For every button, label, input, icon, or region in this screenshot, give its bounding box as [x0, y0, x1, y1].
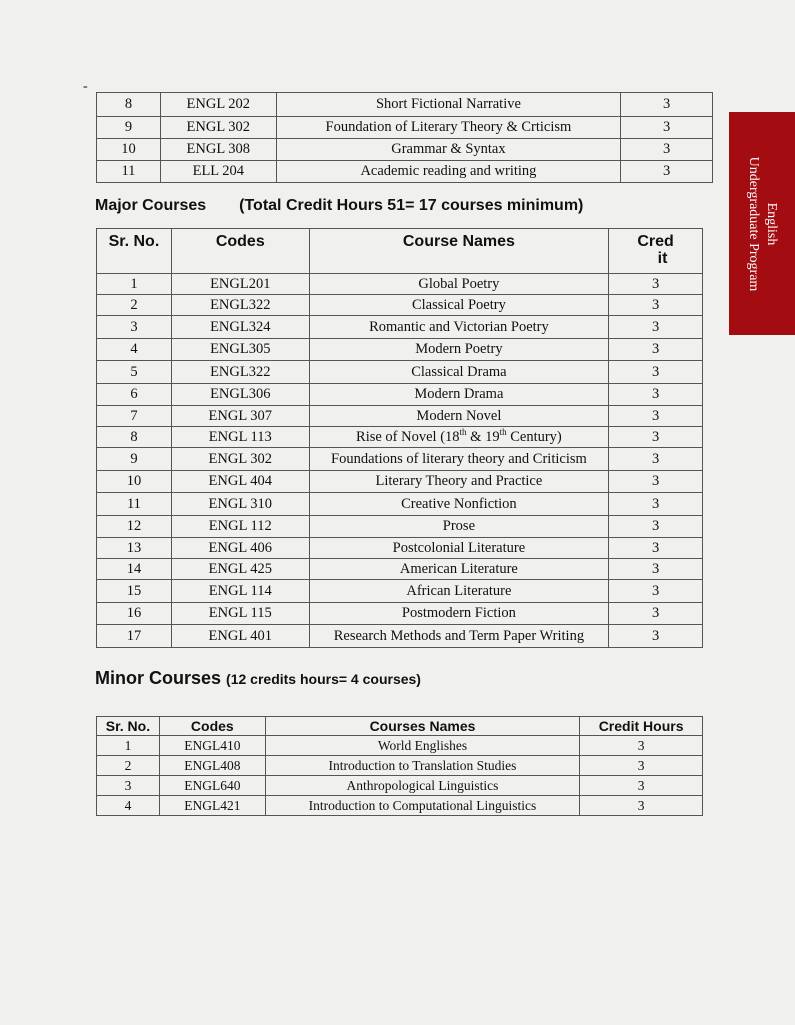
credit-cell: 3: [621, 93, 713, 117]
sr-cell: 16: [97, 602, 172, 625]
sr-cell: 11: [97, 161, 161, 183]
sr-cell: 17: [97, 625, 172, 648]
course-name-cell: Classical Drama: [309, 361, 608, 384]
credit-cell: 3: [621, 139, 713, 161]
table-row: [97, 427, 703, 448]
table-row: [97, 736, 703, 756]
sr-cell: 6: [97, 383, 172, 406]
sr-cell: 8: [97, 93, 161, 117]
credit-cell: 3: [609, 406, 703, 427]
credit-cell: 3: [609, 361, 703, 384]
course-name-cell: Modern Novel: [309, 406, 608, 427]
major-courses-subtitle: (Total Credit Hours 51= 17 courses minimum): [239, 197, 584, 214]
sr-cell: 4: [97, 796, 160, 816]
major-courses-title: Major Courses: [95, 197, 207, 214]
course-name-cell: Foundations of literary theory and Criticism: [309, 448, 608, 471]
credit-cell: 3: [580, 736, 703, 756]
code-cell: ENGL 404: [171, 470, 309, 493]
code-cell: ENGL 302: [160, 117, 276, 139]
code-cell: ENGL 112: [171, 515, 309, 538]
table-row: [97, 361, 703, 384]
course-name-cell: Modern Drama: [309, 383, 608, 406]
credit-cell: 3: [580, 796, 703, 816]
credit-cell: 3: [609, 295, 703, 316]
course-name-cell: Introduction to Computational Linguistics: [265, 796, 579, 816]
code-cell: ENGL306: [171, 383, 309, 406]
sr-cell: 3: [97, 316, 172, 339]
side-tab-text: [744, 156, 780, 291]
table-row: [97, 602, 703, 625]
major-courses-heading: [95, 197, 583, 215]
credit-cell: 3: [609, 580, 703, 603]
course-name-cell: Global Poetry: [309, 274, 608, 295]
credit-cell: 3: [580, 756, 703, 776]
credit-cell: 3: [609, 338, 703, 361]
codes-header: Codes: [159, 717, 265, 736]
table-row: [97, 93, 713, 117]
course-name-cell: Modern Poetry: [309, 338, 608, 361]
sr-cell: 8: [97, 427, 172, 448]
sr-cell: 1: [97, 274, 172, 295]
code-cell: ENGL 406: [171, 538, 309, 559]
table-row: [97, 776, 703, 796]
code-cell: ENGL324: [171, 316, 309, 339]
code-cell: ENGL 425: [171, 559, 309, 580]
credit-cell: 3: [609, 274, 703, 295]
course-name-cell: Grammar & Syntax: [276, 139, 620, 161]
table-row: [97, 756, 703, 776]
table-row: [97, 493, 703, 516]
table-row: [97, 117, 713, 139]
course-name-cell: Prose: [309, 515, 608, 538]
credit-cell: 3: [580, 776, 703, 796]
minor-courses-title: Minor Courses: [95, 668, 222, 688]
credit-header: [609, 229, 703, 274]
course-name-cell: Academic reading and writing: [276, 161, 620, 183]
sr-cell: 10: [97, 139, 161, 161]
sr-cell: 15: [97, 580, 172, 603]
table-row: [97, 796, 703, 816]
sr-cell: 9: [97, 448, 172, 471]
course-name-cell: American Literature: [309, 559, 608, 580]
course-name-cell: Short Fictional Narrative: [276, 93, 620, 117]
table-row: [97, 559, 703, 580]
course-name-cell: African Literature: [309, 580, 608, 603]
credit-cell: 3: [609, 625, 703, 648]
program-side-tab: [729, 112, 795, 335]
course-name-cell: Research Methods and Term Paper Writing: [309, 625, 608, 648]
code-cell: ENGL410: [159, 736, 265, 756]
credit-cell: 3: [609, 383, 703, 406]
course-name-cell: Rise of Novel (18th & 19th Century): [309, 427, 608, 448]
credit-cell: 3: [609, 559, 703, 580]
code-cell: ENGL201: [171, 274, 309, 295]
course-name-cell: Classical Poetry: [309, 295, 608, 316]
credit-cell: 3: [609, 448, 703, 471]
table-row: [97, 406, 703, 427]
courses-names-header: Courses Names: [265, 717, 579, 736]
table-row: [97, 338, 703, 361]
course-name-cell: Romantic and Victorian Poetry: [309, 316, 608, 339]
course-name-cell: Creative Nonfiction: [309, 493, 608, 516]
course-names-header: Course Names: [309, 229, 608, 274]
sr-cell: 2: [97, 295, 172, 316]
credit-cell: 3: [609, 602, 703, 625]
table-row: [97, 515, 703, 538]
credit-header-line2: it: [657, 250, 668, 267]
sr-cell: 2: [97, 756, 160, 776]
sr-no-header: Sr. No.: [97, 229, 172, 274]
credit-hours-header: Credit Hours: [580, 717, 703, 736]
table-row: [97, 383, 703, 406]
credit-cell: 3: [621, 117, 713, 139]
course-name-cell: Foundation of Literary Theory & Crticism: [276, 117, 620, 139]
code-cell: ENGL408: [159, 756, 265, 776]
table-row: [97, 274, 703, 295]
credit-cell: 3: [609, 470, 703, 493]
course-name-cell: World Englishes: [265, 736, 579, 756]
code-cell: ENGL 307: [171, 406, 309, 427]
sr-cell: 10: [97, 470, 172, 493]
page-marker: -: [83, 79, 88, 94]
code-cell: ENGL 115: [171, 602, 309, 625]
credit-cell: 3: [609, 515, 703, 538]
side-tab-line1: English: [764, 202, 779, 245]
codes-header: Codes: [171, 229, 309, 274]
table-header-row: [97, 229, 703, 274]
credit-cell: 3: [609, 316, 703, 339]
sr-cell: 3: [97, 776, 160, 796]
code-cell: ENGL305: [171, 338, 309, 361]
sr-cell: 14: [97, 559, 172, 580]
minor-courses-subtitle: (12 credits hours= 4 courses): [226, 671, 421, 687]
credit-cell: 3: [609, 538, 703, 559]
sr-cell: 4: [97, 338, 172, 361]
table-row: [97, 538, 703, 559]
minor-courses-table: [96, 716, 703, 816]
minor-courses-heading: [95, 668, 421, 689]
table-row: [97, 316, 703, 339]
credit-cell: 3: [621, 161, 713, 183]
course-name-cell: Anthropological Linguistics: [265, 776, 579, 796]
code-cell: ENGL322: [171, 361, 309, 384]
code-cell: ENGL 113: [171, 427, 309, 448]
sr-cell: 12: [97, 515, 172, 538]
continued-courses-table: [96, 92, 713, 183]
table-row: [97, 470, 703, 493]
code-cell: ENGL 401: [171, 625, 309, 648]
course-name-cell: Postmodern Fiction: [309, 602, 608, 625]
code-cell: ENGL322: [171, 295, 309, 316]
sr-cell: 1: [97, 736, 160, 756]
sr-no-header: Sr. No.: [97, 717, 160, 736]
credit-header-line1: Cred: [637, 233, 674, 250]
course-name-cell: Postcolonial Literature: [309, 538, 608, 559]
sr-cell: 7: [97, 406, 172, 427]
credit-cell: 3: [609, 493, 703, 516]
code-cell: ELL 204: [160, 161, 276, 183]
table-row: [97, 580, 703, 603]
sr-cell: 9: [97, 117, 161, 139]
table-row: [97, 161, 713, 183]
code-cell: ENGL 202: [160, 93, 276, 117]
credit-cell: 3: [609, 427, 703, 448]
table-header-row: [97, 717, 703, 736]
table-row: [97, 295, 703, 316]
table-row: [97, 448, 703, 471]
code-cell: ENGL 302: [171, 448, 309, 471]
sr-cell: 11: [97, 493, 172, 516]
course-name-cell: Introduction to Translation Studies: [265, 756, 579, 776]
code-cell: ENGL640: [159, 776, 265, 796]
table-row: [97, 625, 703, 648]
code-cell: ENGL 114: [171, 580, 309, 603]
course-name-cell: Literary Theory and Practice: [309, 470, 608, 493]
table-row: [97, 139, 713, 161]
major-courses-table: [96, 228, 703, 648]
sr-cell: 5: [97, 361, 172, 384]
code-cell: ENGL 308: [160, 139, 276, 161]
code-cell: ENGL 310: [171, 493, 309, 516]
side-tab-line2: Undergraduate Program: [746, 156, 761, 291]
sr-cell: 13: [97, 538, 172, 559]
code-cell: ENGL421: [159, 796, 265, 816]
